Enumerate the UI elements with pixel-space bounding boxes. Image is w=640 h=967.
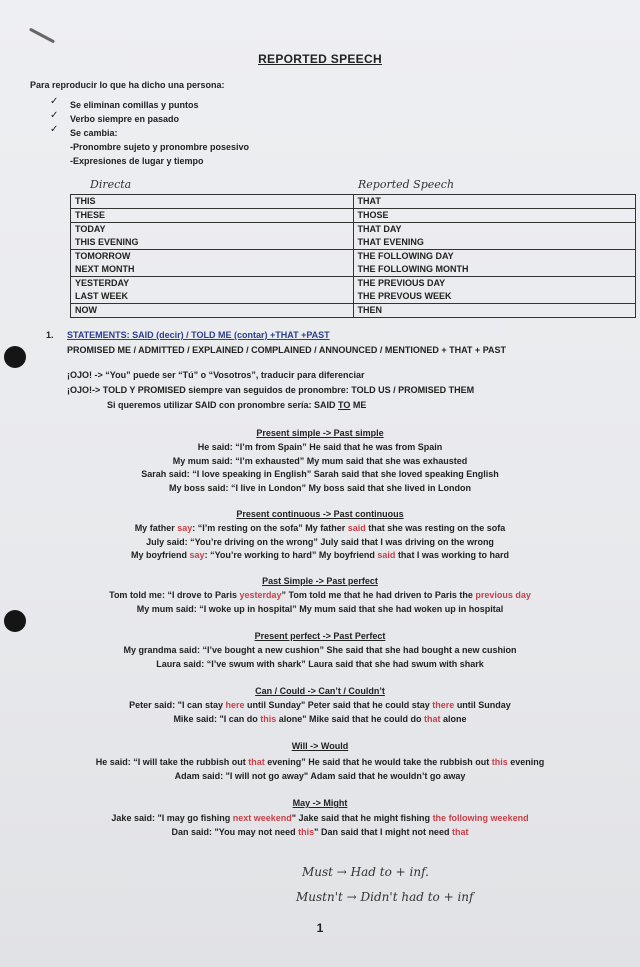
table-cell-reported: THE FOLLOWING DAY THE FOLLOWING MONTH: [353, 250, 636, 277]
table-cell-reported: THAT DAY THAT EVENING: [353, 223, 636, 250]
check-item: Se cambia:: [70, 128, 118, 138]
tense-heading: Will -> Would: [291, 741, 349, 751]
table-header-left: Directa: [90, 178, 132, 191]
table-row: [71, 195, 636, 209]
table-header-right: Reported Speech: [358, 178, 455, 191]
table-cell-direct: NOW: [71, 304, 354, 318]
table-cell-reported: THAT: [353, 195, 636, 209]
table-row: [71, 304, 636, 318]
note-line: Si queremos utilizar SAID con pronombre sería: SAID TO ME: [107, 400, 367, 410]
note-line: ¡OJO!-> TOLD Y PROMISED siempre van seguidos de pronombre: TOLD US / PROMISED THEM: [67, 385, 475, 395]
example-line: My boss said: “I live in London” My boss said that she lived in London: [168, 483, 472, 493]
table-row: [71, 209, 636, 223]
tense-heading: Present continuous -> Past continuous: [236, 509, 404, 519]
section-number: 1.: [46, 330, 54, 340]
table-cell-direct: TOMORROW NEXT MONTH: [71, 250, 354, 277]
example-line: Sarah said: “I love speaking in English” Sarah said that she loved speaking English: [141, 469, 499, 479]
check-icon: ✓: [50, 96, 59, 107]
handwritten-note: Mustn't → Didn't had to + inf: [296, 890, 474, 904]
sub-item: -Pronombre sujeto y pronombre posesivo: [70, 142, 250, 152]
example-line: Adam said: "I will not go away" Adam said that he wouldn’t go away: [174, 771, 466, 781]
table-cell-direct: TODAY THIS EVENING: [71, 223, 354, 250]
table-cell-reported: THEN: [353, 304, 636, 318]
tense-heading: Present simple -> Past simple: [256, 428, 384, 438]
example-line: My father say: “I’m resting on the sofa” My father said that she was resting on the sofa: [134, 523, 506, 533]
table-cell-reported: THE PREVIOUS DAY THE PREVOUS WEEK: [353, 277, 636, 304]
tense-heading: Present perfect -> Past Perfect: [254, 631, 386, 641]
intro-text: Para reproducir lo que ha dicho una persona:: [30, 80, 225, 90]
check-icon: ✓: [50, 124, 59, 135]
example-line: Jake said: "I may go fishing next weekend" Jake said that he might fishing the following weekend: [111, 813, 529, 823]
page-title: REPORTED SPEECH: [258, 52, 382, 66]
page-number: 1: [316, 921, 324, 935]
tense-heading: May -> Might: [292, 798, 348, 808]
example-line: Tom told me: “I drove to Paris yesterday” Tom told me that he had driven to Paris the previous day: [109, 590, 531, 600]
table-row: [71, 250, 636, 277]
example-line: My boyfriend say: “You’re working to hard” My boyfriend said that I was working to hard: [131, 550, 509, 560]
table-cell-direct: THIS: [71, 195, 354, 209]
check-item: Se eliminan comillas y puntos: [70, 100, 199, 110]
table-cell-direct: THESE: [71, 209, 354, 223]
example-line: Peter said: "I can stay here until Sunday" Peter said that he could stay there until Sunday: [129, 700, 511, 710]
pencil-mark: [29, 28, 55, 44]
table-cell-direct: YESTERDAY LAST WEEK: [71, 277, 354, 304]
example-line: Dan said: "You may not need this" Dan said that I might not need that: [171, 827, 469, 837]
handwritten-note: Must → Had to + inf.: [302, 865, 429, 879]
example-line: My grandma said: “I’ve bought a new cushion” She said that she had bought a new cushion: [123, 645, 517, 655]
example-line: July said: “You’re driving on the wrong” July said that I was driving on the wrong: [146, 537, 494, 547]
section-heading: STATEMENTS: SAID (decir) / TOLD ME (contar) +THAT +PAST: [67, 330, 330, 340]
example-line: My mum said: “I woke up in hospital” My mum said that she had woken up in hospital: [136, 604, 504, 614]
tense-heading: Past Simple -> Past perfect: [262, 576, 378, 586]
example-line: My mum said: “I’m exhausted” My mum said that she was exhausted: [172, 456, 468, 466]
check-icon: ✓: [50, 110, 59, 121]
tense-heading: Can / Could -> Can’t / Couldn’t: [255, 686, 385, 696]
note-line: ¡OJO! -> “You” puede ser “Tú” o “Vosotros”, traducir para diferenciar: [67, 370, 365, 380]
example-line: He said: “I will take the rubbish out that evening” He said that he would take the rubbish out this evening: [95, 757, 545, 767]
punch-hole-top: [4, 346, 26, 368]
example-line: He said: “I’m from Spain” He said that he was from Spain: [197, 442, 443, 452]
section-line: PROMISED ME / ADMITTED / EXPLAINED / COMPLAINED / ANNOUNCED / MENTIONED + THAT + PAST: [67, 345, 507, 355]
sub-item: -Expresiones de lugar y tiempo: [70, 156, 204, 166]
table-cell-reported: THOSE: [353, 209, 636, 223]
check-item: Verbo siempre en pasado: [70, 114, 180, 124]
conversion-table: [70, 194, 636, 318]
example-line: Mike said: "I can do this alone" Mike said that he could do that alone: [173, 714, 467, 724]
table-row: [71, 277, 636, 304]
example-line: Laura said: “I’ve swum with shark” Laura said that she had swum with shark: [156, 659, 484, 669]
table-row: [71, 223, 636, 250]
